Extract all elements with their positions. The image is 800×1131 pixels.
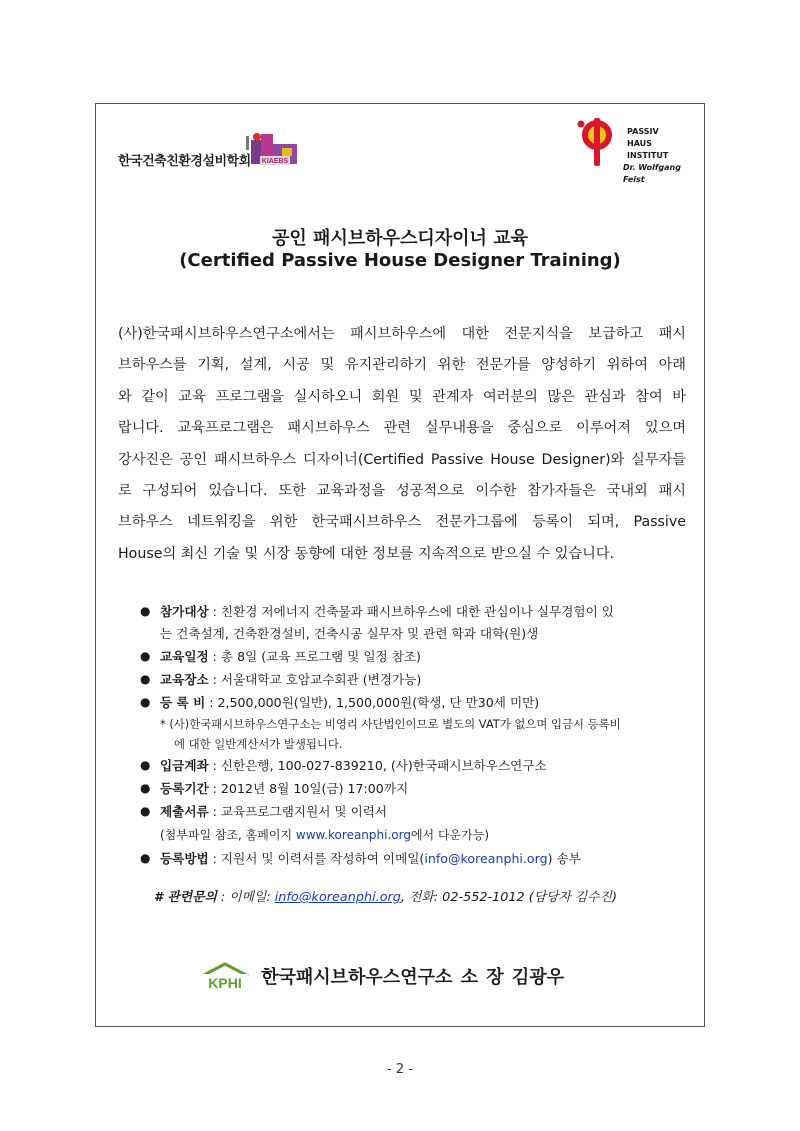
method-value-post: ) 송부 [547, 851, 581, 866]
fee-note-line-1: * (사)한국패시브하우스연구소는 비영리 사단법인이므로 별도의 VAT가 없으며 입금시 등록비 [160, 717, 621, 731]
fee-note-line-2: 에 대한 일반계산서가 발생됩니다. [174, 737, 343, 751]
list-item-place [138, 668, 698, 691]
homepage-link[interactable]: www.koreanphi.org [295, 828, 411, 842]
separator: : [208, 781, 221, 796]
paragraph-line: 강사진은 공인 패시브하우스 디자이너(Certified Passive House Designer)와 실무자들 [118, 451, 686, 468]
item-value: 서울대학교 호암교수회관 (변경가능) [220, 672, 422, 687]
item-continuation: 는 건축설계, 건축환경설비, 건축시공 실무자 및 관련 학과 대학(원)생 [160, 626, 539, 641]
passivhaus-institut-logo [565, 115, 690, 184]
item-label: 참가대상 [160, 604, 209, 619]
item-value: 친환경 저에너지 건축물과 패시브하우스에 대한 관심이나 실무경험이 있 [220, 604, 614, 619]
item-value: 교육프로그램지원서 및 이력서 [220, 804, 388, 819]
list-item-fee [138, 691, 698, 714]
intro-paragraph [118, 319, 686, 570]
email-link[interactable]: info@koreanphi.org [424, 851, 548, 866]
item-label: 교육일정 [160, 649, 209, 664]
item-value: 신한은행, 100-027-839210, (사)한국패시브하우스연구소 [220, 758, 547, 773]
bullet-icon: ● [140, 851, 151, 865]
paragraph-line: 와 같이 교육 프로그램을 실시하오니 회원 및 관계자 여러분의 많은 관심과 참여 바 [118, 388, 686, 405]
separator: : [208, 604, 221, 619]
item-label: 교육장소 [160, 672, 209, 687]
item-label: 등록방법 [160, 851, 209, 866]
item-label: 등 록 비 [160, 695, 206, 710]
info-list [138, 600, 698, 870]
item-value: 2,500,000원(일반), 1,500,000원(학생, 단 만30세 미만) [217, 695, 540, 710]
kphi-logo-text: KPHI [208, 975, 242, 990]
bullet-icon: ● [140, 604, 151, 618]
list-item-schedule [138, 645, 698, 668]
list-item-method [138, 847, 698, 870]
separator: : [205, 695, 218, 710]
separator: : [208, 649, 221, 664]
title-english: (Certified Passive House Designer Training) [179, 250, 621, 271]
paragraph-line: 로 구성되어 있습니다. 또한 교육과정을 성공적으로 이수한 참가자들은 국내외 패시 [118, 483, 686, 500]
paragraph-line: (사)한국패시브하우스연구소에서는 패시브하우스에 대한 전문지식을 보급하고 패시 [118, 326, 686, 342]
kiaebs-logo-text: 한국건축친환경설비학회 [118, 154, 251, 169]
paragraph-line: 브하우스 네트워킹을 위한 한국패시브하우스 전문가그룹에 등록이 되며, Passive [118, 514, 686, 531]
item-value: 2012년 8월 10일(금) 17:00까지 [220, 781, 409, 796]
paragraph-line: 랍니다. 교육프로그램은 패시브하우스 관련 실무내용을 중심으로 이루어져 있으며 [118, 420, 686, 437]
item-label: 입금계좌 [160, 758, 209, 773]
phi-emblem-icon [565, 115, 625, 175]
list-item-period [138, 777, 698, 800]
separator: : [208, 672, 221, 687]
method-value-pre: 지원서 및 이력서를 작성하여 이메일( [220, 851, 425, 866]
phi-line-3: INSTITUT [627, 151, 669, 160]
kphi-logo-icon [200, 962, 250, 990]
item-value: 총 8일 (교육 프로그램 및 일정 참조) [220, 649, 421, 664]
list-item-documents [138, 800, 698, 823]
item-label: 제출서류 [160, 804, 209, 819]
bullet-icon: ● [140, 672, 151, 686]
bullet-icon: ● [140, 695, 151, 709]
separator: : [208, 758, 221, 773]
title-korean: 공인 패시브하우스디자이너 교육 [272, 228, 528, 249]
bullet-icon: ● [140, 804, 151, 818]
kiaebs-badge-text: KIAEBS [261, 158, 289, 165]
paragraph-line: 브하우스를 기획, 설계, 시공 및 유지관리하기 위한 전문가를 양성하기 위하여 아래 [118, 357, 686, 374]
list-item-account [138, 754, 698, 777]
phi-author: Dr. Wolfgang Feist [623, 163, 681, 184]
bullet-icon: ● [140, 649, 151, 663]
contact-line [154, 886, 617, 905]
bullet-icon: ● [140, 758, 151, 772]
contact-pre: : 이메일: [216, 890, 275, 905]
page-number: - 2 - [387, 1062, 413, 1077]
signature-text: 한국패시브하우스연구소 소 장 김광우 [261, 967, 565, 988]
item-label: 등록기간 [160, 781, 209, 796]
documents-note [138, 823, 698, 847]
kiaebs-logo [118, 130, 318, 175]
bullet-icon: ● [140, 781, 151, 795]
documents-note-post: 에서 다운가능) [410, 828, 490, 842]
separator: : [208, 851, 221, 866]
phi-line-2: HAUS [627, 139, 652, 148]
separator: : [208, 804, 221, 819]
phi-line-1: PASSIV [627, 127, 659, 136]
paragraph-line: House의 최신 기술 및 시장 동향에 대한 정보를 지속적으로 받으실 수 있습니다. [118, 545, 615, 562]
list-item-target [138, 600, 698, 623]
documents-note-pre: (첨부파일 참조, 홈페이지 [160, 828, 296, 842]
contact-post: , 전화: 02-552-1012 (담당자 김수진) [400, 890, 617, 905]
contact-label: # 관련문의 [154, 890, 217, 905]
signature [200, 962, 564, 992]
contact-email-link[interactable]: info@koreanphi.org [274, 890, 401, 905]
